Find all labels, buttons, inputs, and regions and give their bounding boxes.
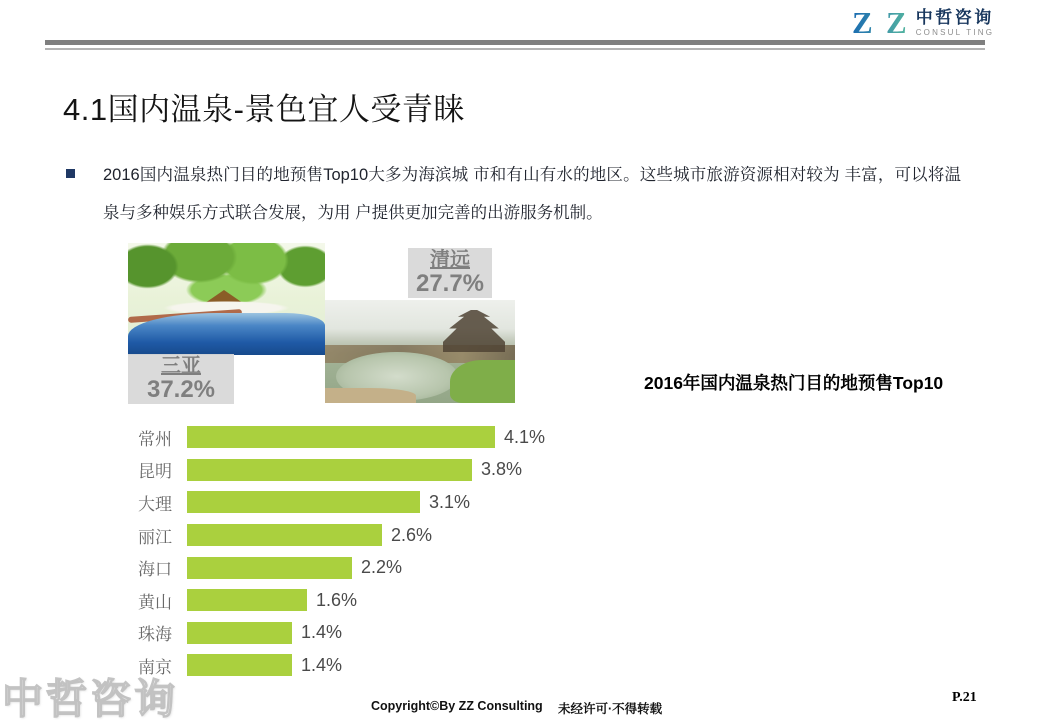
bar (187, 589, 307, 611)
category-label: 丽江 (138, 527, 172, 547)
chart-row (138, 617, 545, 650)
footer-copyright: Copyright©By ZZ Consulting (371, 699, 543, 713)
pool-graphic (128, 313, 325, 355)
qingyuan-photo (325, 300, 515, 403)
bar (187, 491, 420, 513)
logo-zz-mark (852, 7, 907, 38)
value-label: 1.6% (316, 589, 358, 610)
header-rule-thick (45, 40, 985, 45)
bar-chart (138, 421, 545, 682)
chart-title: 2016年国内温泉热门目的地预售Top10 (644, 373, 944, 393)
category-label: 南京 (138, 657, 172, 677)
value-label: 2.2% (361, 557, 403, 578)
logo-letter: Z (852, 5, 873, 40)
bullet-marker (66, 169, 75, 178)
category-label: 珠海 (138, 625, 172, 645)
chart-row (138, 649, 545, 682)
bar (187, 459, 472, 481)
bar (187, 654, 292, 676)
footer-notice: 未经许可·不得转载 (558, 702, 663, 716)
chart-row (138, 486, 545, 519)
category-label: 海口 (138, 560, 172, 580)
value-label: 1.4% (301, 654, 343, 675)
callout-city: 清远 (430, 249, 470, 272)
value-label: 3.1% (429, 491, 471, 512)
value-label: 1.4% (301, 622, 343, 643)
logo-company-name-en: CONSUL TING (915, 27, 995, 37)
bullet-paragraph: 2016国内温泉热门目的地预售Top10大多为海滨城 市和有山有水的地区。这些城市旅游资源相对较为 丰富，可以将温泉与多种娱乐方式联合发展，为用 户提供更加完善的出游服务机制。 (103, 166, 961, 222)
page-title: 4.1国内温泉-景色宜人受青睐 (63, 92, 465, 127)
callout-percentage: 37.2% (146, 376, 216, 404)
logo-ampersand: & (872, 22, 887, 39)
category-label: 大理 (138, 494, 172, 514)
value-label: 2.6% (391, 524, 433, 545)
company-logo (852, 7, 994, 38)
grass-graphic (450, 360, 515, 403)
header-rule-thin (45, 48, 985, 50)
category-label: 昆明 (138, 462, 172, 482)
logo-letter: Z (886, 5, 907, 40)
watermark: 中哲咨询 (2, 676, 178, 720)
chart-row (138, 421, 545, 454)
chart-row (138, 551, 545, 584)
value-label: 4.1% (504, 426, 546, 447)
callout-qingyuan (408, 248, 492, 298)
category-label: 黄山 (138, 592, 172, 612)
pagoda-graphic (443, 310, 505, 352)
bar (187, 524, 382, 546)
category-label: 常州 (138, 429, 172, 449)
value-label: 3.8% (481, 459, 523, 480)
callout-city: 三亚 (161, 355, 201, 378)
chart-row (138, 584, 545, 617)
callout-sanya (128, 354, 234, 404)
sanya-photo (128, 243, 325, 355)
bar (187, 426, 495, 448)
logo-wordmark (916, 9, 994, 37)
page-number: P.21 (952, 690, 977, 705)
bar (187, 557, 352, 579)
callout-percentage: 27.7% (415, 270, 485, 298)
bar (187, 622, 292, 644)
chart-row (138, 519, 545, 552)
chart-row (138, 454, 545, 487)
logo-company-name-cn: 中哲咨询 (915, 7, 994, 27)
stones-graphic (325, 388, 416, 403)
